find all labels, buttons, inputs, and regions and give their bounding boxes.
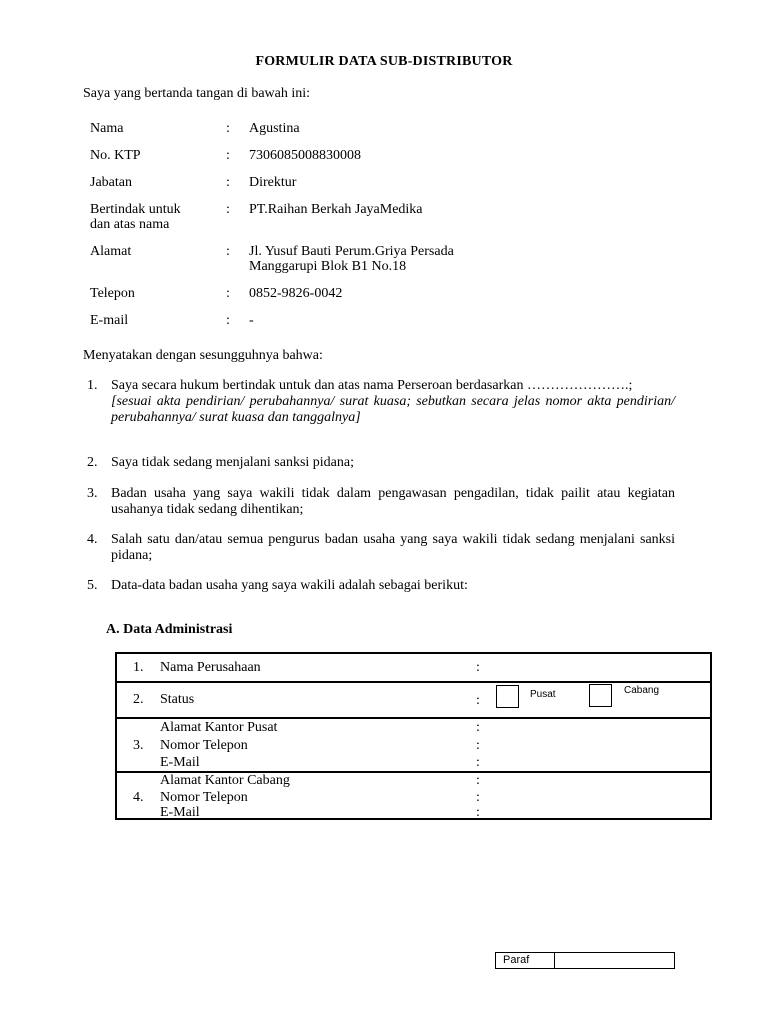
position-value: Direktur bbox=[249, 175, 297, 190]
statement-text: Saya secara hukum bertindak untuk dan atas nama Perseroan berdasarkan ………………….; bbox=[111, 378, 633, 393]
statement-number: 1. bbox=[87, 378, 98, 393]
company-value: PT.Raihan Berkah JayaMedika bbox=[249, 202, 423, 217]
statement-note: [sesuai akta pendirian/ perubahannya/ surat kuasa; sebutkan secara jelas nomor akta pendirian/ perubahannya/ surat kuasa dan tanggalnya] bbox=[111, 394, 675, 425]
statement-number: 4. bbox=[87, 532, 98, 547]
table-row-number: 2. bbox=[133, 692, 144, 707]
address-line2: Manggarupi Blok B1 No.18 bbox=[249, 259, 407, 274]
position-label: Jabatan bbox=[90, 175, 132, 190]
table-divider bbox=[115, 717, 712, 719]
colon: : bbox=[226, 202, 230, 217]
phone-label: Telepon bbox=[90, 286, 135, 301]
cabang-option-label: Cabang bbox=[624, 685, 660, 696]
ktp-value: 7306085008830008 bbox=[249, 148, 361, 163]
colon: : bbox=[476, 773, 480, 788]
statement-text: Salah satu dan/atau semua pengurus badan usaha yang saya wakili tidak sedang menjalani sanksi pidana; bbox=[111, 532, 675, 563]
statement-number: 3. bbox=[87, 486, 98, 501]
cabang-checkbox[interactable] bbox=[589, 684, 612, 707]
table-row-number: 1. bbox=[133, 660, 144, 675]
colon: : bbox=[476, 790, 480, 805]
colon: : bbox=[226, 148, 230, 163]
branch-address-label: Alamat Kantor Cabang bbox=[160, 773, 290, 788]
statement-number: 5. bbox=[87, 578, 98, 593]
paraf-box bbox=[495, 952, 675, 969]
colon: : bbox=[226, 313, 230, 328]
paraf-label: Paraf bbox=[503, 954, 530, 966]
head-office-address-label: Alamat Kantor Pusat bbox=[160, 720, 278, 735]
table-row-number: 4. bbox=[133, 790, 144, 805]
branch-phone-label: Nomor Telepon bbox=[160, 790, 248, 805]
ktp-label: No. KTP bbox=[90, 148, 141, 163]
table-divider bbox=[115, 681, 712, 683]
statement-item bbox=[111, 378, 675, 426]
section-a-heading: A. Data Administrasi bbox=[106, 622, 233, 637]
colon: : bbox=[226, 121, 230, 136]
colon: : bbox=[226, 175, 230, 190]
head-office-email-label: E-Mail bbox=[160, 755, 200, 770]
address-line1: Jl. Yusuf Bauti Perum.Griya Persada bbox=[249, 244, 454, 259]
intro-text: Saya yang bertanda tangan di bawah ini: bbox=[83, 86, 311, 101]
colon: : bbox=[476, 738, 480, 753]
pusat-option-label: Pusat bbox=[530, 689, 556, 700]
statement-text: Data-data badan usaha yang saya wakili adalah sebagai berikut: bbox=[111, 578, 468, 593]
colon: : bbox=[476, 720, 480, 735]
acting-label-line1: Bertindak untuk bbox=[90, 202, 181, 217]
statement-text: Saya tidak sedang menjalani sanksi pidana; bbox=[111, 455, 354, 470]
colon: : bbox=[476, 660, 480, 675]
statement-text: Badan usaha yang saya wakili tidak dalam pengawasan pengadilan, tidak pailit atau kegiatan usahanya tidak sedang dihentikan; bbox=[111, 486, 675, 517]
colon: : bbox=[226, 286, 230, 301]
pusat-checkbox[interactable] bbox=[496, 685, 519, 708]
status-label: Status bbox=[160, 692, 195, 707]
colon: : bbox=[476, 693, 480, 708]
colon: : bbox=[476, 755, 480, 770]
name-label: Nama bbox=[90, 121, 124, 136]
table-row-number: 3. bbox=[133, 738, 144, 753]
address-label: Alamat bbox=[90, 244, 132, 259]
email-label: E-mail bbox=[90, 313, 129, 328]
branch-email-label: E-Mail bbox=[160, 805, 200, 820]
paraf-divider bbox=[554, 953, 555, 968]
email-value: - bbox=[249, 313, 254, 328]
acting-label-line2: dan atas nama bbox=[90, 217, 170, 232]
declaration-text: Menyatakan dengan sesungguhnya bahwa: bbox=[83, 348, 323, 363]
name-value: Agustina bbox=[249, 121, 300, 136]
head-office-phone-label: Nomor Telepon bbox=[160, 738, 248, 753]
company-name-label: Nama Perusahaan bbox=[160, 660, 261, 675]
colon: : bbox=[226, 244, 230, 259]
colon: : bbox=[476, 805, 480, 820]
form-title: FORMULIR DATA SUB-DISTRIBUTOR bbox=[255, 54, 513, 69]
phone-value: 0852-9826-0042 bbox=[249, 286, 343, 301]
statement-number: 2. bbox=[87, 455, 98, 470]
